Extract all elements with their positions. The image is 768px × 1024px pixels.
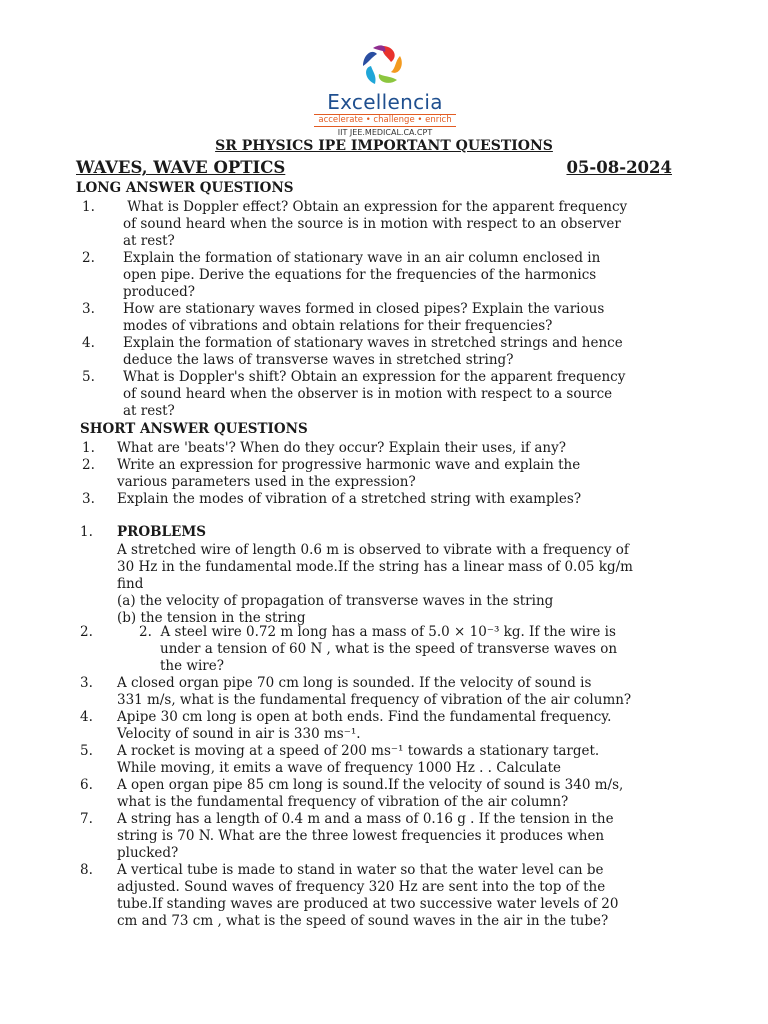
item-text-line: modes of vibrations and obtain relations for their frequencies? <box>123 318 553 334</box>
item-text-line: What is Doppler's shift? Obtain an expression for the apparent frequency <box>123 369 626 385</box>
section-heading-problems: PROBLEMS <box>117 524 207 540</box>
item-text-line: cm and 73 cm , what is the speed of sound waves in the air in the tube? <box>117 913 609 929</box>
item-text-line: produced? <box>123 284 195 300</box>
item-text-line: of sound heard when the observer is in motion with respect to a source <box>123 386 613 402</box>
item-text-line: the wire? <box>160 658 224 674</box>
item-number: 6. <box>80 777 93 793</box>
item-text-line: 2. A steel wire 0.72 m long has a mass of 5.0 × 10⁻³ kg. If the wire is <box>139 624 616 640</box>
item-text-line: of sound heard when the source is in motion with respect to an observer <box>123 216 621 232</box>
item-text-line: 30 Hz in the fundamental mode.If the string has a linear mass of 0.05 kg/m <box>117 559 633 575</box>
item-text-line: How are stationary waves formed in closed pipes? Explain the various <box>123 301 605 317</box>
item-text-line: plucked? <box>117 845 179 861</box>
item-text-line: string is 70 N. What are the three lowest frequencies it produces when <box>117 828 605 844</box>
item-number: 1. <box>82 440 95 456</box>
item-text-line: Explain the formation of stationary waves in stretched strings and hence <box>123 335 623 351</box>
item-text-line: under a tension of 60 N , what is the speed of transverse waves on <box>160 641 618 657</box>
item-number: 2. <box>80 624 93 640</box>
swirl-logo-icon <box>352 42 414 90</box>
item-text-line: at rest? <box>123 403 175 419</box>
item-text-line: adjusted. Sound waves of frequency 320 Hz are sent into the top of the <box>117 879 606 895</box>
item-text-line: A open organ pipe 85 cm long is sound.If the velocity of sound is 340 m/s, <box>117 777 624 793</box>
item-text-line: Write an expression for progressive harmonic wave and explain the <box>117 457 581 473</box>
item-number: 3. <box>82 301 95 317</box>
item-text-line: Velocity of sound in air is 330 ms⁻¹. <box>117 726 361 742</box>
item-text-line: 331 m/s, what is the fundamental frequency of vibration of the air column? <box>117 692 632 708</box>
item-text-line: A stretched wire of length 0.6 m is observed to vibrate with a frequency of <box>117 542 629 558</box>
chapter-title: WAVES, WAVE OPTICS <box>76 158 286 177</box>
item-number: 4. <box>82 335 95 351</box>
item-text-line: tube.If standing waves are produced at two successive water levels of 20 <box>117 896 619 912</box>
problems-number: 1. <box>80 524 93 540</box>
item-number: 3. <box>80 675 93 691</box>
item-number: 5. <box>80 743 93 759</box>
item-text-line: A rocket is moving at a speed of 200 ms⁻¹ towards a stationary target. <box>117 743 600 759</box>
item-number: 1. <box>82 199 95 215</box>
brand-name: Excellencia <box>327 90 443 114</box>
item-number: 7. <box>80 811 93 827</box>
page-title: SR PHYSICS IPE IMPORTANT QUESTIONS <box>215 138 553 154</box>
item-text-line: Explain the modes of vibration of a stretched string with examples? <box>117 491 582 507</box>
item-text-line: (b) the tension in the string <box>117 610 306 626</box>
item-text-line: deduce the laws of transverse waves in stretched string? <box>123 352 514 368</box>
item-text-line: what is the fundamental frequency of vibration of the air column? <box>117 794 569 810</box>
item-text-line: A vertical tube is made to stand in water so that the water level can be <box>117 862 604 878</box>
item-number: 5. <box>82 369 95 385</box>
item-text-line: (a) the velocity of propagation of transverse waves in the string <box>117 593 554 609</box>
item-text-line: While moving, it emits a wave of frequency 1000 Hz . . Calculate <box>117 760 561 776</box>
item-number: 2. <box>82 457 95 473</box>
item-number: 8. <box>80 862 93 878</box>
item-text-line: What is Doppler effect? Obtain an expression for the apparent frequency <box>123 199 628 215</box>
item-text-line: various parameters used in the expression? <box>117 474 416 490</box>
excellencia-logo <box>300 42 470 140</box>
item-number: 3. <box>82 491 95 507</box>
item-number: 2. <box>82 250 95 266</box>
section-heading-long: LONG ANSWER QUESTIONS <box>76 180 294 196</box>
item-text-line: A closed organ pipe 70 cm long is sounded. If the velocity of sound is <box>117 675 592 691</box>
brand-subtitle: IIT JEE.MEDICAL.CA.CPT <box>337 128 433 137</box>
item-text-line: A string has a length of 0.4 m and a mass of 0.16 g . If the tension in the <box>117 811 614 827</box>
item-text-line: Apipe 30 cm long is open at both ends. Find the fundamental frequency. <box>117 709 612 725</box>
item-text-line: open pipe. Derive the equations for the frequencies of the harmonics <box>123 267 597 283</box>
section-heading-short: SHORT ANSWER QUESTIONS <box>80 421 308 437</box>
item-number: 4. <box>80 709 93 725</box>
item-text-line: at rest? <box>123 233 175 249</box>
brand-tagline: accelerate • challenge • enrich <box>314 114 456 127</box>
item-text-line: find <box>117 576 144 592</box>
item-text-line: Explain the formation of stationary wave in an air column enclosed in <box>123 250 601 266</box>
item-text-line: What are 'beats'? When do they occur? Explain their uses, if any? <box>117 440 566 456</box>
document-date: 05-08-2024 <box>566 158 672 177</box>
